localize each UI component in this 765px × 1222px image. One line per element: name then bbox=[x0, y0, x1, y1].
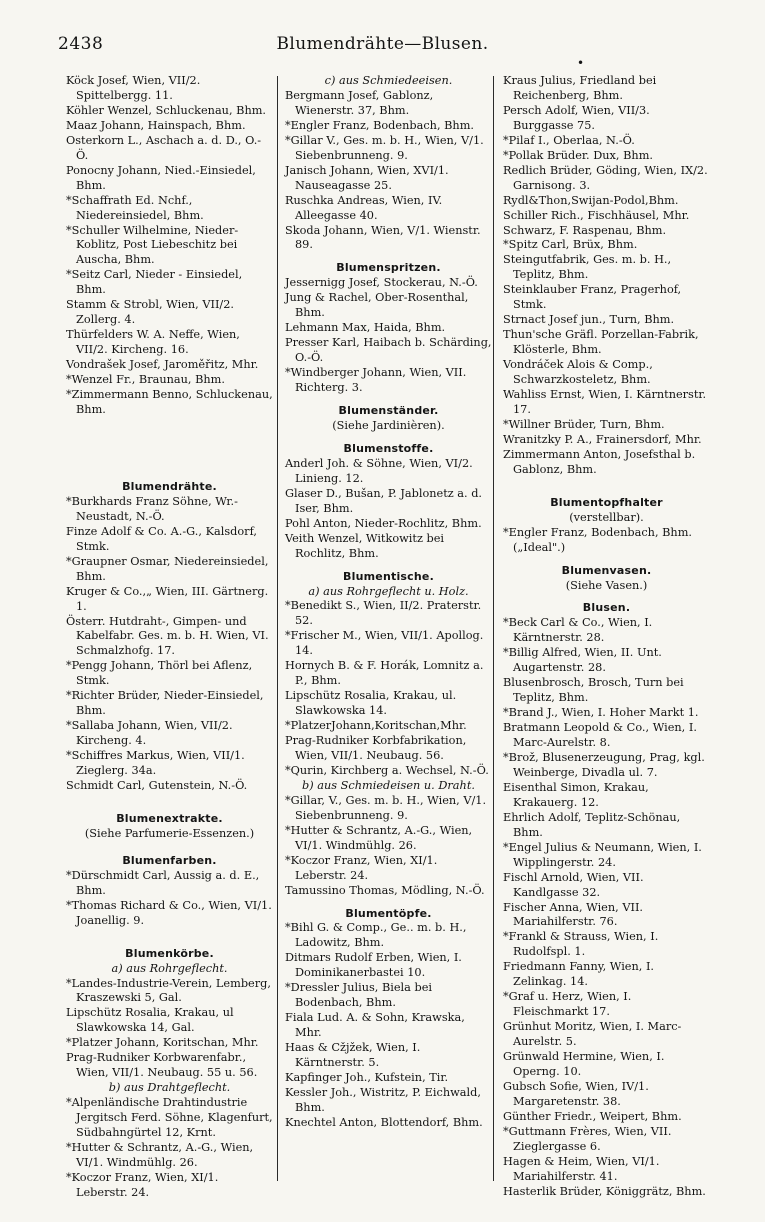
directory-entry: *Guttmann Frères, Wien, VII. Zieglergasse 6. bbox=[503, 1124, 672, 1153]
directory-entry: Strnact Josef jun., Turn, Bhm. bbox=[503, 313, 675, 327]
directory-entry: *Windberger Johann, Wien, VII. Richterg. 3. bbox=[285, 366, 467, 395]
directory-entry: *Graupner Osmar, Niedereinsiedel, Bhm. bbox=[66, 554, 269, 583]
directory-entry: *Thomas Richard & Co., Wien, VI/1. Joanellig. 9. bbox=[66, 898, 272, 927]
spacer bbox=[66, 794, 273, 808]
directory-entry: Wranitzky P. A., Frainersdorf, Mhr. bbox=[503, 432, 702, 446]
directory-entry: Fiala Lud. A. & Sohn, Krawska, Mhr. bbox=[285, 1011, 465, 1040]
directory-entry: *Schaffrath Ed. Nchf., Niedereinsiedel, Bhm. bbox=[66, 193, 204, 222]
cross-reference-note: (Siehe Parfumerie-Essenzen.) bbox=[84, 826, 255, 840]
directory-entry: *Graf u. Herz, Wien, I. Fleischmarkt 17. bbox=[503, 990, 632, 1019]
directory-entry: *Alpenländische Drahtindustrie Jergitsch Ferd. Söhne, Klagenfurt, Südbahngürtel 12, Krnt. bbox=[66, 1096, 273, 1140]
directory-entry: Maaz Johann, Hainspach, Bhm. bbox=[66, 118, 246, 132]
spacer bbox=[66, 929, 273, 943]
spacer bbox=[66, 842, 273, 850]
directory-entry: Lipschütz Rosalia, Krakau, ul Slawkowska 14, Gal. bbox=[66, 1006, 234, 1035]
directory-entry: Schwarz, F. Raspenau, Bhm. bbox=[503, 223, 667, 237]
directory-entry: *Engel Julius & Neumann, Wien, I. Wipplingerstr. 24. bbox=[503, 840, 702, 869]
directory-entry: *Pollak Brüder. Dux, Bhm. bbox=[503, 148, 653, 162]
directory-entry: Ruschka Andreas, Wien, IV. Alleegasse 40. bbox=[285, 193, 443, 222]
directory-entry: Veith Wenzel, Witkowitz bei Rochlitz, Bhm. bbox=[285, 531, 445, 560]
section-heading: Blumentopfhalter bbox=[550, 495, 663, 509]
directory-entry: Haas & Cžjžek, Wien, I. Kärntnerstr. 5. bbox=[285, 1041, 421, 1070]
cross-reference-note: (Siehe Vasen.) bbox=[565, 578, 648, 592]
directory-entry: *Engler Franz, Bodenbach, Bhm. („Ideal".) bbox=[503, 525, 693, 554]
directory-entry: Schmidt Carl, Gutenstein, N.-Ö. bbox=[66, 778, 248, 792]
directory-entry: Presser Karl, Haibach b. Schärding, O.-Ö. bbox=[285, 336, 492, 365]
section-heading: Blumenvasen. bbox=[561, 563, 652, 577]
directory-entry: *Spitz Carl, Brüx, Bhm. bbox=[503, 238, 638, 252]
directory-entry: Prag-Rudniker Korbfabrikation, Wien, VII/1. Neubaug. 56. bbox=[285, 734, 467, 762]
section-heading: Blumenstoffe. bbox=[343, 441, 434, 455]
directory-entry: Thun'sche Gräfl. Porzellan-Fabrik, Klösterle, Bhm. bbox=[503, 328, 699, 357]
directory-entry: Ponocny Johann, Nied.-Einsiedel, Bhm. bbox=[66, 163, 256, 192]
directory-entry: *Koczor Franz, Wien, XI/1. Leberstr. 24. bbox=[285, 853, 438, 882]
columns-container bbox=[60, 74, 710, 1199]
page-header bbox=[0, 34, 765, 60]
spacer bbox=[285, 899, 492, 903]
subsection-label: b) aus Schmiedeisen u. Draht. bbox=[302, 778, 475, 792]
directory-entry: Tamussino Thomas, Mödling, N.-Ö. bbox=[285, 883, 485, 897]
directory-entry: Bratmann Leopold & Co., Wien, I. Marc-Aurelstr. 8. bbox=[503, 721, 697, 750]
directory-entry: *Beck Carl & Co., Wien, I. Kärntnerstr. 28. bbox=[503, 616, 653, 645]
section-heading: Blumenkörbe. bbox=[125, 946, 214, 960]
directory-entry: *Hutter & Schrantz, A.-G., Wien, VI/1. Windmühlg. 26. bbox=[66, 1141, 254, 1169]
subsection-label: a) aus Rohrgeflecht. bbox=[111, 961, 228, 975]
column-right bbox=[503, 74, 710, 1198]
spacer bbox=[285, 396, 492, 400]
directory-entry: Österr. Hutdraht-, Gimpen- und Kabelfabr. Ges. m. b. H. Wien, VI. Schmalzhofg. 17. bbox=[66, 614, 269, 658]
subsection-label: a) aus Rohrgeflecht u. Holz. bbox=[308, 584, 469, 598]
directory-entry: *Bihl G. & Comp., Ge.. m. b. H., Ladowitz, Bhm. bbox=[285, 921, 467, 950]
spacer bbox=[66, 418, 273, 476]
directory-entry: Zimmermann Anton, Josefsthal b. Gablonz, Bhm. bbox=[503, 447, 696, 476]
spacer bbox=[285, 434, 492, 438]
directory-entry: Jung & Rachel, Ober-Rosenthal, Bhm. bbox=[285, 291, 469, 320]
section-heading: Blumentöpfe. bbox=[345, 906, 432, 920]
directory-entry: *Pilaf I., Oberlaa, N.-Ö. bbox=[503, 133, 635, 147]
directory-entry: *Platzer Johann, Koritschan, Mhr. bbox=[66, 1036, 259, 1050]
directory-entry: Bergmann Josef, Gablonz, Wienerstr. 37, Bhm. bbox=[285, 88, 434, 117]
directory-entry: Anderl Joh. & Söhne, Wien, VI/2. Linieng. 12. bbox=[285, 456, 473, 485]
bullet-mark: • bbox=[577, 56, 585, 70]
directory-entry: *Sallaba Johann, Wien, VII/2. Kircheng. 4. bbox=[66, 719, 233, 748]
directory-entry: *Qurin, Kirchberg a. Wechsel, N.-Ö. bbox=[285, 763, 489, 777]
directory-entry: Lehmann Max, Haida, Bhm. bbox=[285, 321, 446, 335]
section-heading: Blumenspritzen. bbox=[336, 261, 441, 275]
directory-entry: Hasterlik Brüder, Königgrätz, Bhm. bbox=[503, 1184, 706, 1198]
spacer bbox=[285, 253, 492, 257]
directory-entry: Schiller Rich., Fischhäusel, Mhr. bbox=[503, 208, 690, 222]
directory-entry: *Seitz Carl, Nieder - Einsiedel, Bhm. bbox=[66, 268, 243, 297]
directory-entry: *Benedikt S., Wien, II/2. Praterstr. 52. bbox=[285, 599, 482, 628]
subsection-label: c) aus Schmiedeeisen. bbox=[324, 74, 453, 87]
directory-entry: Janisch Johann, Wien, XVI/1. Nauseagasse 25. bbox=[285, 163, 449, 192]
spacer bbox=[503, 556, 710, 560]
directory-entry: Hagen & Heim, Wien, VI/1. Mariahilferstr. 41. bbox=[503, 1154, 660, 1183]
directory-entry: *Gillar, V., Ges. m. b. H., Wien, V/1. Siebenbrunneng. 9. bbox=[285, 793, 487, 822]
directory-entry: *Frankl & Strauss, Wien, I. Rudolfspl. 1. bbox=[503, 930, 659, 959]
running-title: Blumendrähte—Blusen. bbox=[276, 34, 489, 54]
directory-entry: Redlich Brüder, Göding, Wien, IX/2. Garnisong. 3. bbox=[503, 163, 708, 192]
directory-entry: Fischer Anna, Wien, VII. Mariahilferstr. 76. bbox=[503, 900, 643, 929]
directory-entry: Pohl Anton, Nieder-Rochlitz, Bhm. bbox=[285, 516, 482, 530]
directory-entry: *Hutter & Schrantz, A.-G., Wien, VI/1. Windmühlg. 26. bbox=[285, 823, 473, 852]
section-heading: Blumendrähte. bbox=[122, 479, 217, 493]
directory-entry: Kraus Julius, Friedland bei Reichenberg, Bhm. bbox=[503, 74, 657, 102]
section-heading: Blusen. bbox=[582, 601, 631, 615]
directory-entry: Knechtel Anton, Blottendorf, Bhm. bbox=[285, 1115, 483, 1129]
directory-entry: Fischl Arnold, Wien, VII. Kandlgasse 32. bbox=[503, 870, 644, 899]
directory-entry: Kessler Joh., Wistritz, P. Eichwald, Bhm. bbox=[285, 1085, 481, 1114]
directory-entry: *Burkhards Franz Söhne, Wr.-Neustadt, N.-Ö. bbox=[66, 494, 238, 523]
directory-entry: Steinklauber Franz, Pragerhof, Stmk. bbox=[503, 283, 682, 312]
directory-entry: Gubsch Sofie, Wien, IV/1. Margaretenstr. 38. bbox=[503, 1079, 649, 1108]
directory-entry: *Dürschmidt Carl, Aussig a. d. E., Bhm. bbox=[66, 868, 260, 897]
directory-entry: *Schiffres Markus, Wien, VII/1. Zieglerg. 34a. bbox=[66, 749, 245, 778]
directory-entry: *Landes-Industrie-Verein, Lemberg, Kraszewski 5, Gal. bbox=[66, 976, 271, 1005]
directory-entry: Prag-Rudniker Korbwarenfabr., Wien, VII/1. Neubaug. 55 u. 56. bbox=[66, 1051, 258, 1080]
spacer bbox=[285, 562, 492, 566]
directory-entry: Steingutfabrik, Ges. m. b. H., Teplitz, Bhm. bbox=[503, 253, 672, 282]
directory-entry: *Frischer M., Wien, VII/1. Apollog. 14. bbox=[285, 629, 484, 658]
directory-entry: *Pengg Johann, Thörl bei Aflenz, Stmk. bbox=[66, 659, 253, 688]
directory-entry: Hornych B. & F. Horák, Lomnitz a. P., Bhm. bbox=[285, 659, 484, 688]
directory-entry: Finze Adolf & Co. A.-G., Kalsdorf, Stmk. bbox=[66, 524, 257, 553]
directory-entry: *Dressler Julius, Biela bei Bodenbach, Bhm. bbox=[285, 981, 433, 1010]
cross-reference-note: (verstellbar). bbox=[569, 510, 644, 524]
directory-entry: Grünwald Hermine, Wien, I. Operng. 10. bbox=[503, 1050, 665, 1078]
directory-entry: Lipschütz Rosalia, Krakau, ul. Slawkowska 14. bbox=[285, 689, 457, 718]
directory-entry: Köhler Wenzel, Schluckenau, Bhm. bbox=[66, 103, 267, 117]
directory-entry: Kapfinger Joh., Kufstein, Tir. bbox=[285, 1071, 449, 1084]
section-heading: Blumentische. bbox=[343, 569, 434, 583]
directory-entry: *Gillar V., Ges. m. b. H., Wien, V/1. Siebenbrunneng. 9. bbox=[285, 133, 484, 162]
directory-entry: *Brož, Blusenerzeugung, Prag, kgl. Weinberge, Divadla ul. 7. bbox=[503, 750, 705, 779]
directory-entry: Jessernigg Josef, Stockerau, N.-Ö. bbox=[285, 276, 478, 290]
directory-entry: Blusenbrosch, Brosch, Turn bei Teplitz, Bhm. bbox=[503, 676, 684, 705]
directory-entry: Wahliss Ernst, Wien, I. Kärntnerstr. 17. bbox=[503, 388, 707, 416]
directory-entry: Stamm & Strobl, Wien, VII/2. Zollerg. 4. bbox=[66, 298, 235, 327]
directory-entry: *Brand J., Wien, I. Hoher Markt 1. bbox=[503, 706, 699, 720]
directory-entry: *Zimmermann Benno, Schluckenau, Bhm. bbox=[66, 388, 273, 416]
directory-entry: Friedmann Fanny, Wien, I. Zelinkag. 14. bbox=[503, 960, 655, 989]
directory-entry: Rydl&Thon,Swijan-Podol,Bhm. bbox=[503, 193, 679, 207]
directory-entry: *Willner Brüder, Turn, Bhm. bbox=[503, 417, 665, 431]
directory-entry: *Richter Brüder, Nieder-Einsiedel, Bhm. bbox=[66, 689, 264, 718]
directory-entry: Vondráček Alois & Comp., Schwarzkosteletz, Bhm. bbox=[503, 358, 653, 387]
column-middle bbox=[285, 74, 492, 1189]
directory-entry: *Wenzel Fr., Braunau, Bhm. bbox=[66, 373, 225, 387]
directory-entry: Köck Josef, Wien, VII/2. Spittelbergg. 11. bbox=[66, 74, 201, 102]
directory-entry: *Schuller Wilhelmine, Nieder-Koblitz, Post Liebeschitz bei Auscha, Bhm. bbox=[66, 223, 239, 267]
directory-entry: Günther Friedr., Weipert, Bhm. bbox=[503, 1109, 682, 1123]
spacer bbox=[503, 593, 710, 597]
directory-entry: Vondrašek Josef, Jaroměřitz, Mhr. bbox=[66, 358, 259, 372]
directory-entry: Kruger & Co.,„ Wien, III. Gärtnerg. 1. bbox=[66, 584, 269, 613]
directory-entry: *PlatzerJohann,Koritschan,Mhr. bbox=[285, 719, 467, 733]
directory-entry: Osterkorn L., Aschach a. d. D., O.-Ö. bbox=[66, 133, 262, 162]
section-heading: Blumenständer. bbox=[338, 404, 439, 418]
directory-entry: Glaser D., Bušan, P. Jablonetz a. d. Iser, Bhm. bbox=[285, 486, 483, 515]
page-number: 2438 bbox=[58, 34, 104, 54]
directory-entry: Ehrlich Adolf, Teplitz-Schönau, Bhm. bbox=[503, 810, 681, 839]
directory-entry: *Billig Alfred, Wien, II. Unt. Augartenstr. 28. bbox=[503, 646, 662, 675]
directory-entry: Skoda Johann, Wien, V/1. Wienstr. 89. bbox=[285, 223, 481, 252]
directory-entry: *Koczor Franz, Wien, XI/1. Leberstr. 24. bbox=[66, 1170, 219, 1199]
column-left bbox=[66, 74, 273, 1199]
cross-reference-note: (Siehe Jardinièren). bbox=[332, 418, 445, 432]
section-heading: Blumenextrakte. bbox=[116, 811, 223, 825]
spacer bbox=[503, 478, 710, 492]
directory-entry: Ditmars Rudolf Erben, Wien, I. Dominikanerbastei 10. bbox=[285, 951, 462, 980]
directory-entry: *Engler Franz, Bodenbach, Bhm. bbox=[285, 118, 475, 132]
section-heading: Blumenfarben. bbox=[122, 853, 217, 867]
directory-entry: Thürfelders W. A. Neffe, Wien, VII/2. Kircheng. 16. bbox=[66, 328, 240, 357]
subsection-label: b) aus Drahtgeflecht. bbox=[108, 1081, 231, 1095]
directory-entry: Grünhut Moritz, Wien, I. Marc-Aurelstr. 5. bbox=[503, 1020, 682, 1049]
directory-entry: Eisenthal Simon, Krakau, Krakauerg. 12. bbox=[503, 780, 649, 809]
directory-entry: Persch Adolf, Wien, VII/3. Burggasse 75. bbox=[503, 103, 650, 132]
